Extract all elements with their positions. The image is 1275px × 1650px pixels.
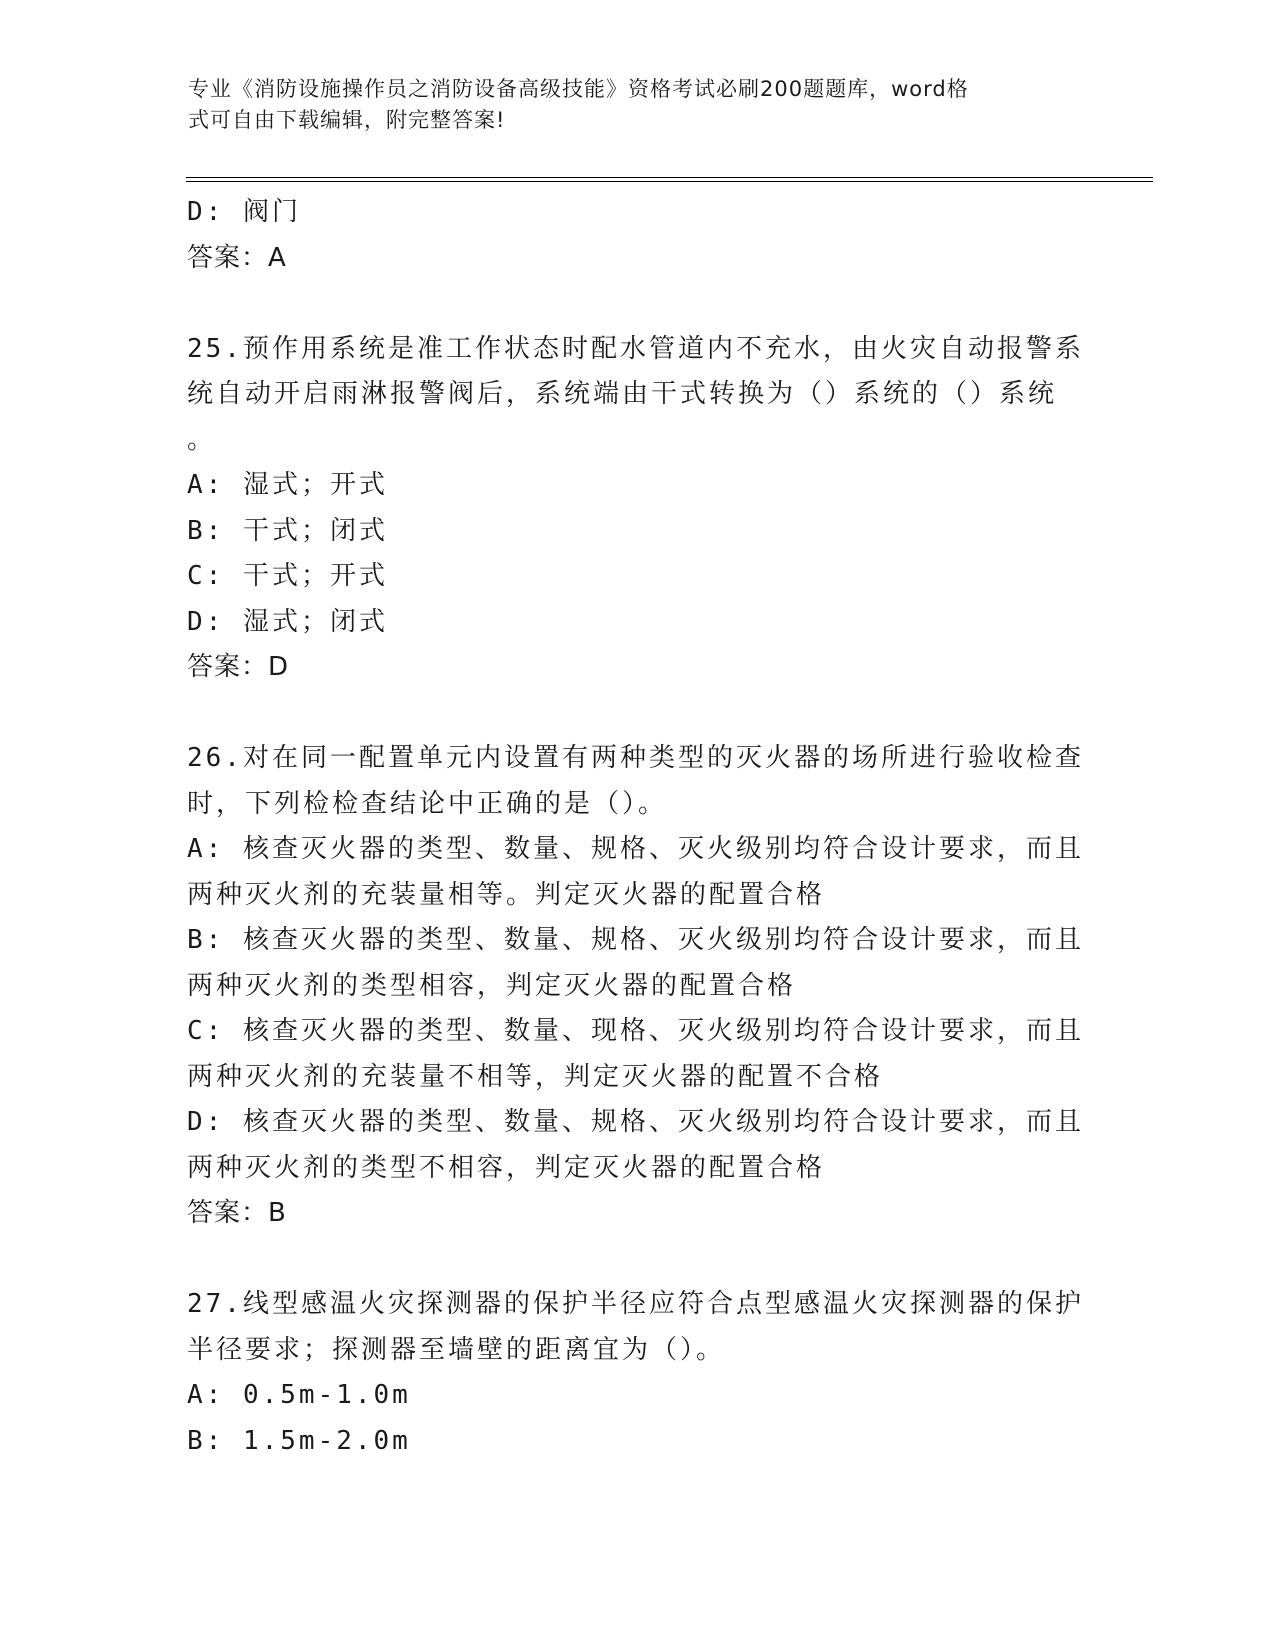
header-line-1: 专业《消防设施操作员之消防设备高级技能》资格考试必刷200题题库，word格 <box>188 77 969 101</box>
q25-option-a: A: 湿式；开式 <box>187 470 388 500</box>
q25-answer: 答案：D <box>187 652 290 682</box>
question-content <box>187 190 1087 1464</box>
q27-stem-line-2: 半径要求；探测器至墙壁的距离宜为（）。 <box>187 1334 726 1365</box>
q26-answer: 答案：B <box>187 1198 287 1228</box>
q26-option-b-line-1: B: 核查灭火器的类型、数量、规格、灭火级别均符合设计要求，而且 <box>187 925 1084 955</box>
q26-option-b-line-2: 两种灭火剂的类型相容，判定灭火器的配置合格 <box>187 970 797 1001</box>
q26-option-d-line-1: D: 核查灭火器的类型、数量、规格、灭火级别均符合设计要求，而且 <box>187 1107 1084 1137</box>
q26-option-c-line-2: 两种灭火剂的充装量不相等，判定灭火器的配置不合格 <box>187 1061 884 1092</box>
prev-answer: 答案：A <box>187 242 287 273</box>
q27-stem-line-1: 27.线型感温火灾探测器的保护半径应符合点型感温火灾探测器的保护 <box>187 1289 1084 1319</box>
document-header <box>188 74 1068 136</box>
header-divider-bottom <box>186 181 1153 182</box>
q25-option-c: C: 干式；开式 <box>187 561 388 591</box>
q26-option-a-line-1: A: 核查灭火器的类型、数量、规格、灭火级别均符合设计要求，而且 <box>187 834 1084 864</box>
q26-option-a-line-2: 两种灭火剂的充装量相等。判定灭火器的配置合格 <box>187 879 826 910</box>
q26-option-c-line-1: C: 核查灭火器的类型、数量、现格、灭火级别均符合设计要求，而且 <box>187 1016 1084 1046</box>
q25-stem-line-2: 统自动开启雨淋报警阀后，系统端由干式转换为（）系统的（）系统 <box>187 379 1058 409</box>
q25-stem-line-1: 25.预作用系统是准工作状态时配水管道内不充水，由火灾自动报警系 <box>187 333 1084 364</box>
question-25 <box>187 327 1087 691</box>
q26-option-d-line-2: 两种灭火剂的类型不相容，判定灭火器的配置合格 <box>187 1152 826 1183</box>
question-27 <box>187 1282 1087 1464</box>
q27-option-b: B: 1.5m-2.0m <box>187 1425 411 1456</box>
prev-option-d: D: 阀门 <box>187 197 301 227</box>
q25-option-b: B: 干式；闭式 <box>187 515 388 546</box>
header-divider-top <box>186 177 1153 178</box>
q27-option-a: A: 0.5m-1.0m <box>187 1380 411 1410</box>
spacer <box>187 691 1087 737</box>
q25-option-d: D: 湿式；闭式 <box>187 606 388 637</box>
spacer <box>187 281 1087 327</box>
question-26 <box>187 736 1087 1237</box>
spacer <box>187 1237 1087 1283</box>
q25-stem-line-3: 。 <box>187 424 217 455</box>
q26-stem-line-1: 26.对在同一配置单元内设置有两种类型的灭火器的场所进行验收检查 <box>187 743 1084 773</box>
q26-stem-line-2: 时，下列检检查结论中正确的是（）。 <box>187 788 668 819</box>
header-line-2: 式可自由下载编辑，附完整答案! <box>188 108 506 132</box>
